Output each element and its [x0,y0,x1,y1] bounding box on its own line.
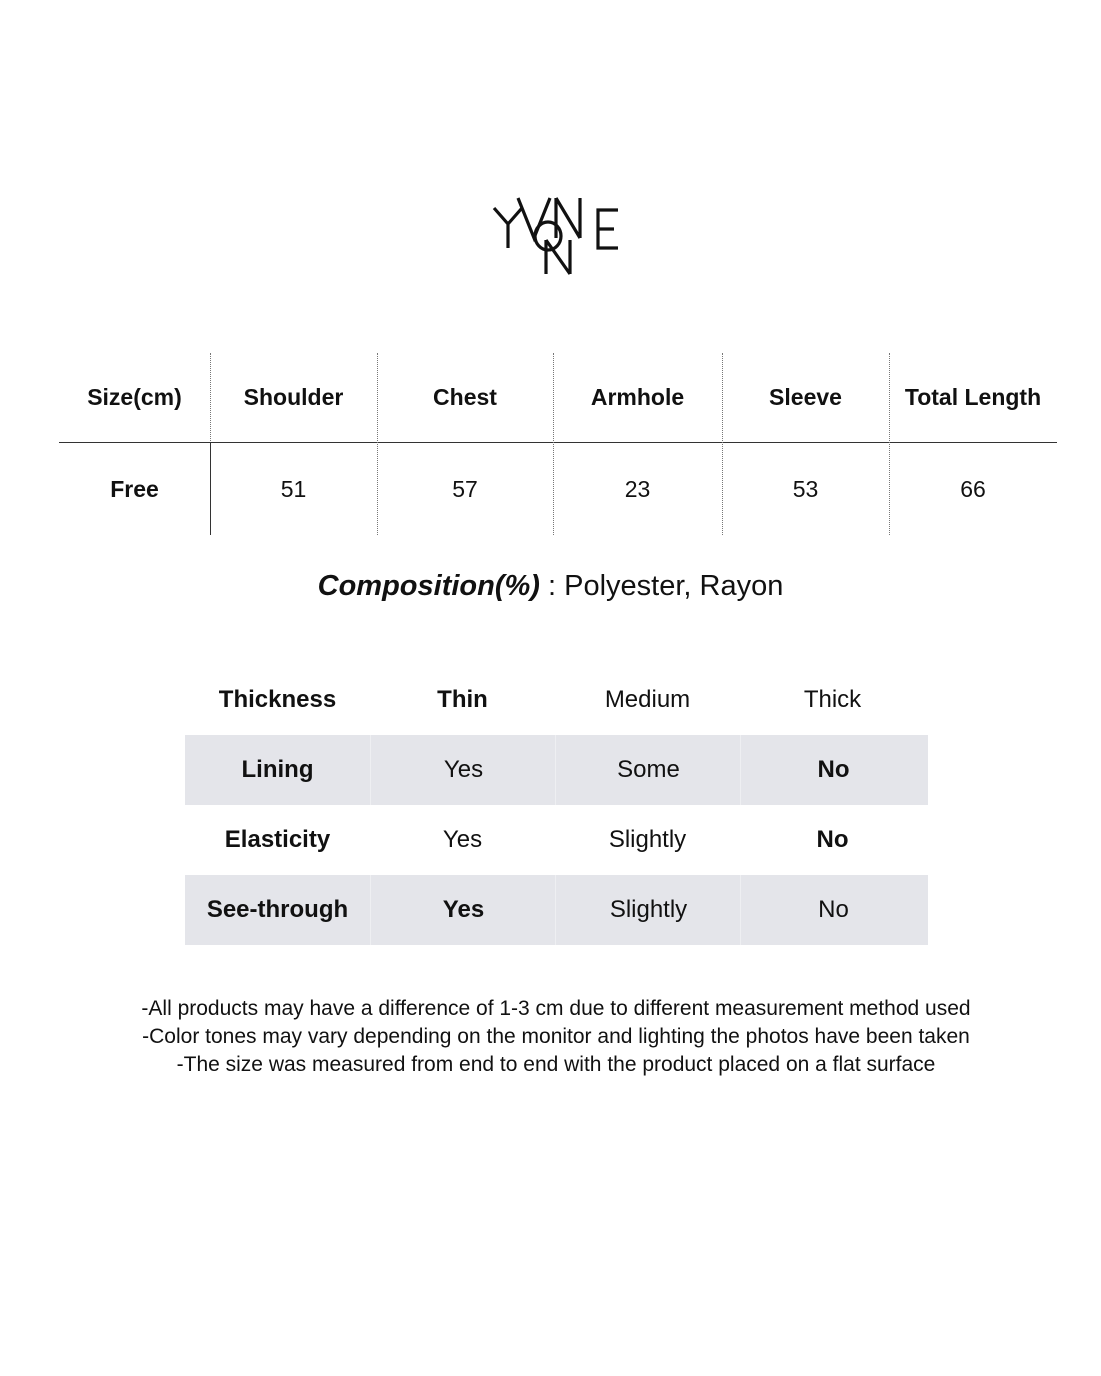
column-divider [553,353,554,535]
fabric-row-thickness [185,665,928,735]
header-chest: Chest [433,384,497,410]
fabric-option: Slightly [608,826,687,853]
size-free: Free [110,475,159,502]
fabric-option: No [740,735,926,805]
composition-value: Polyester, Rayon [564,570,784,602]
fabric-option: Slightly [555,875,741,945]
size-table-row [59,443,1057,535]
note-line: -The size was measured from end to end with the product placed on a flat surface [176,1053,936,1076]
fabric-label: Lining [241,756,314,783]
value-sleeve: 53 [792,475,819,502]
fabric-label: Elasticity [224,826,331,853]
column-divider [210,442,211,535]
column-divider [377,353,378,535]
composition-label: Composition(%) [317,570,540,602]
note-line: -Color tones may vary depending on the monitor and lighting the photos have been taken [142,1025,970,1048]
fabric-option: Yes [370,875,556,945]
fabric-option: Yes [370,735,556,805]
brand-logo [490,190,622,282]
value-armhole: 23 [624,475,651,502]
fabric-option: No [740,875,926,945]
fabric-option: No [816,826,849,853]
value-total-length: 66 [960,475,986,502]
fabric-option: Thick [803,686,862,713]
note-line: -All products may have a difference of 1-3 cm due to different measurement method used [141,997,971,1020]
fabric-row-elasticity [185,805,928,875]
fabric-option: Yes [442,826,483,853]
fabric-row-see-through [185,875,928,945]
fabric-option: Medium [604,686,691,713]
size-table [59,353,1057,535]
value-chest: 57 [452,475,478,502]
header-shoulder: Shoulder [243,384,344,410]
fabric-table [185,665,928,945]
fabric-row-lining [185,735,928,805]
header-armhole: Armhole [590,384,685,410]
column-divider [889,353,890,535]
header-sleeve: Sleeve [769,384,842,410]
fabric-option: Thin [437,686,488,713]
fabric-option: Some [555,735,741,805]
composition-separator: : [539,570,565,602]
composition [0,570,1101,603]
header-total-length: Total Length [904,384,1042,410]
measurement-notes [0,995,1101,1079]
value-shoulder: 51 [280,475,307,502]
fabric-label: See-through [206,896,349,923]
fabric-label: Thickness [218,686,337,713]
column-divider [722,353,723,535]
size-table-header [59,353,1057,443]
header-size: Size(cm) [87,384,182,410]
